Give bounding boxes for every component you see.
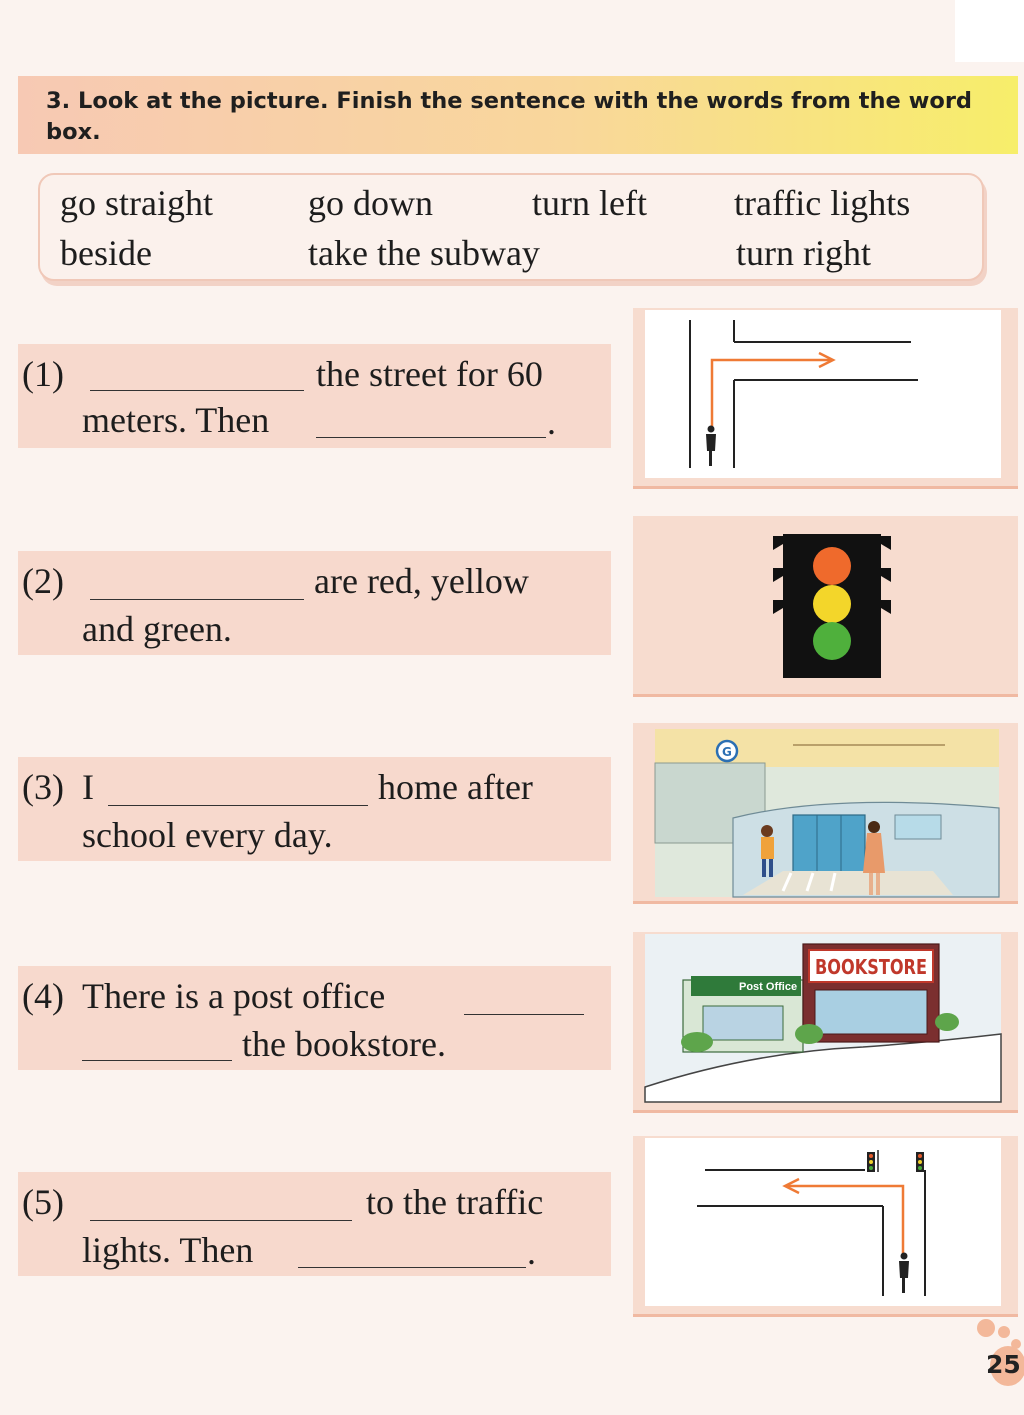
question-3: [18, 757, 611, 861]
answer-blank-2[interactable]: [90, 599, 304, 600]
traffic-light-icon: [916, 1152, 924, 1172]
exercise-header: [18, 76, 1018, 154]
word-turn-left: turn left: [532, 183, 647, 223]
picture-turn-right-map: [633, 308, 1018, 486]
picture-post-office-bookstore: [633, 932, 1018, 1110]
question-number: (4): [22, 976, 64, 1016]
post-office-sign: Post Office: [739, 981, 798, 993]
exercise-instruction: Look at the picture. Finish the sentence with the words from the word box.: [46, 88, 973, 145]
question-5: [18, 1172, 611, 1276]
question-text: are red, yellow: [314, 561, 529, 601]
question-text: meters. Then: [82, 400, 270, 440]
word-take-the-subway: take the subway: [308, 233, 540, 273]
subway-logo-icon: [717, 741, 737, 761]
picture-turn-left-map: [633, 1136, 1018, 1314]
word-box: [38, 173, 984, 281]
word-turn-right: turn right: [736, 233, 871, 273]
exercise-number: 3.: [46, 88, 71, 114]
answer-blank-5a[interactable]: [90, 1220, 352, 1221]
answer-blank-4b[interactable]: [82, 1060, 232, 1061]
answer-blank-4a[interactable]: [464, 1014, 584, 1015]
question-number: (1): [22, 354, 64, 394]
answer-blank-3[interactable]: [108, 805, 368, 806]
red-light: [813, 547, 851, 585]
question-2: [18, 551, 611, 655]
page-corner: [955, 0, 1024, 62]
page-number: 25: [986, 1350, 1021, 1379]
word-beside: beside: [60, 233, 152, 273]
word-go-down: go down: [308, 183, 433, 223]
question-number: (5): [22, 1182, 64, 1222]
question-text: and green.: [82, 609, 232, 649]
bookstore-sign: BOOKSTORE: [815, 955, 927, 979]
question-number: (3): [22, 767, 64, 807]
picture-subway-station: [633, 723, 1018, 901]
question-text: school every day.: [82, 815, 333, 855]
green-light: [813, 622, 851, 660]
question-period: .: [527, 1232, 536, 1272]
word-traffic-lights: traffic lights: [734, 183, 911, 223]
question-text: the bookstore.: [242, 1024, 446, 1064]
question-text: to the traffic: [366, 1182, 544, 1222]
answer-blank-5b[interactable]: [298, 1267, 526, 1268]
question-period: .: [547, 402, 556, 442]
answer-blank-1b[interactable]: [316, 437, 546, 438]
picture-traffic-light: [633, 516, 1018, 694]
question-text: I: [82, 767, 94, 807]
svg-text:G: G: [722, 745, 732, 759]
question-number: (2): [22, 561, 64, 601]
answer-blank-1a[interactable]: [90, 390, 304, 391]
question-4: [18, 966, 611, 1070]
question-text: the street for 60: [316, 354, 543, 394]
question-1: [18, 344, 611, 448]
yellow-light: [813, 585, 851, 623]
traffic-light-icon: [773, 534, 891, 678]
word-go-straight: go straight: [60, 183, 213, 223]
question-text: home after: [378, 767, 533, 807]
question-text: lights. Then: [82, 1230, 254, 1270]
question-text: There is a post office: [82, 976, 386, 1016]
